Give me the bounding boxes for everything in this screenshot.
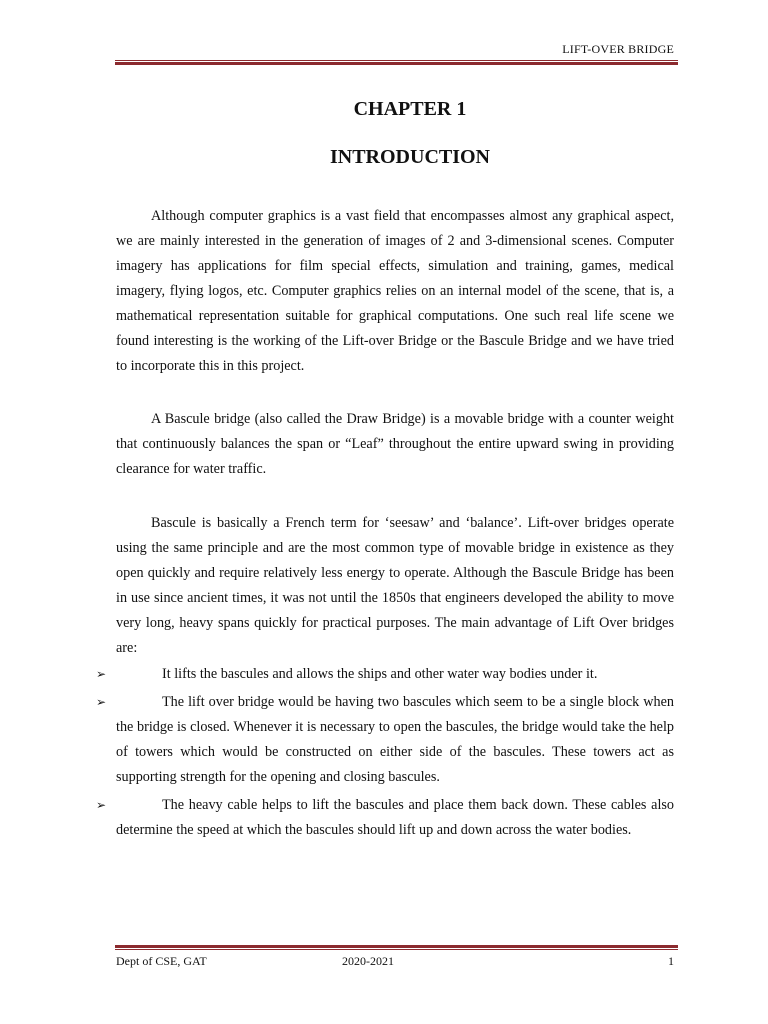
bullet-text: The lift over bridge would be having two bascules which seem to be a single block when the bridge is closed. Whenever it is necessary to open the bascules, the bridge would take the help of towers which would be constructed on either side of the bascules. These towers act as supporting strength for the opening and closing bascules. (116, 694, 674, 785)
footer-page-number: 1 (668, 954, 674, 968)
chapter-label: CHAPTER 1 (353, 98, 467, 120)
header-rule-thin (115, 60, 678, 61)
footer-department: Dept of CSE, GAT (116, 954, 207, 968)
paragraph-text: A Bascule bridge (also called the Draw Bridge) is a movable bridge with a counter weight that continuously balances the span or “Leaf” throughout the entire upward swing in providing clearance for water traffic. (116, 411, 674, 477)
bullet-item (116, 793, 674, 843)
header-rule-thick (115, 62, 678, 65)
paragraph-intro (116, 204, 674, 379)
paragraph-text: Although computer graphics is a vast field that encompasses almost any graphical aspect, we are mainly interested in the generation of images of 2 and 3-dimensional scenes. Computer imagery has applications for film special effects, simulation and training, games, medical imagery, flying logos, etc. Computer graphics relies on an internal model of the scene, that is, a mathematical representation suitable for graphical computations. One such real life scene we found interesting is the working of the Lift-over Bridge or the Bascule Bridge and we have tried to incorporate this in this project. (116, 208, 674, 374)
bullet-item (116, 690, 674, 790)
bullet-text: It lifts the bascules and allows the ships and other water way bodies under it. (162, 666, 598, 682)
footer-year: 2020-2021 (342, 954, 394, 968)
footer-rule-thick (115, 945, 678, 948)
running-header: LIFT-OVER BRIDGE (562, 42, 674, 56)
bullet-arrow-icon: ➢ (96, 798, 107, 812)
bullet-text: The heavy cable helps to lift the bascules and place them back down. These cables also determine the speed at which the bascules should lift up and down across the water bodies. (116, 797, 674, 838)
bullet-arrow-icon: ➢ (96, 667, 107, 681)
footer-rule-thin (115, 949, 678, 950)
paragraph-text: Bascule is basically a French term for ‘seesaw’ and ‘balance’. Lift-over bridges operate using the same principle and are the most common type of movable bridge in existence as they open quickly and require relatively less energy to operate. Although the Bascule Bridge has been in use since ancient times, it was not until the 1850s that engineers developed the ability to move very long, heavy spans quickly for practical purposes. The main advantage of Lift Over bridges are: (116, 515, 674, 656)
paragraph-bascule-definition (116, 407, 674, 482)
bullet-arrow-icon: ➢ (96, 695, 107, 709)
bullet-item (116, 662, 674, 687)
paragraph-bascule-history (116, 511, 674, 661)
chapter-title: INTRODUCTION (329, 146, 491, 168)
